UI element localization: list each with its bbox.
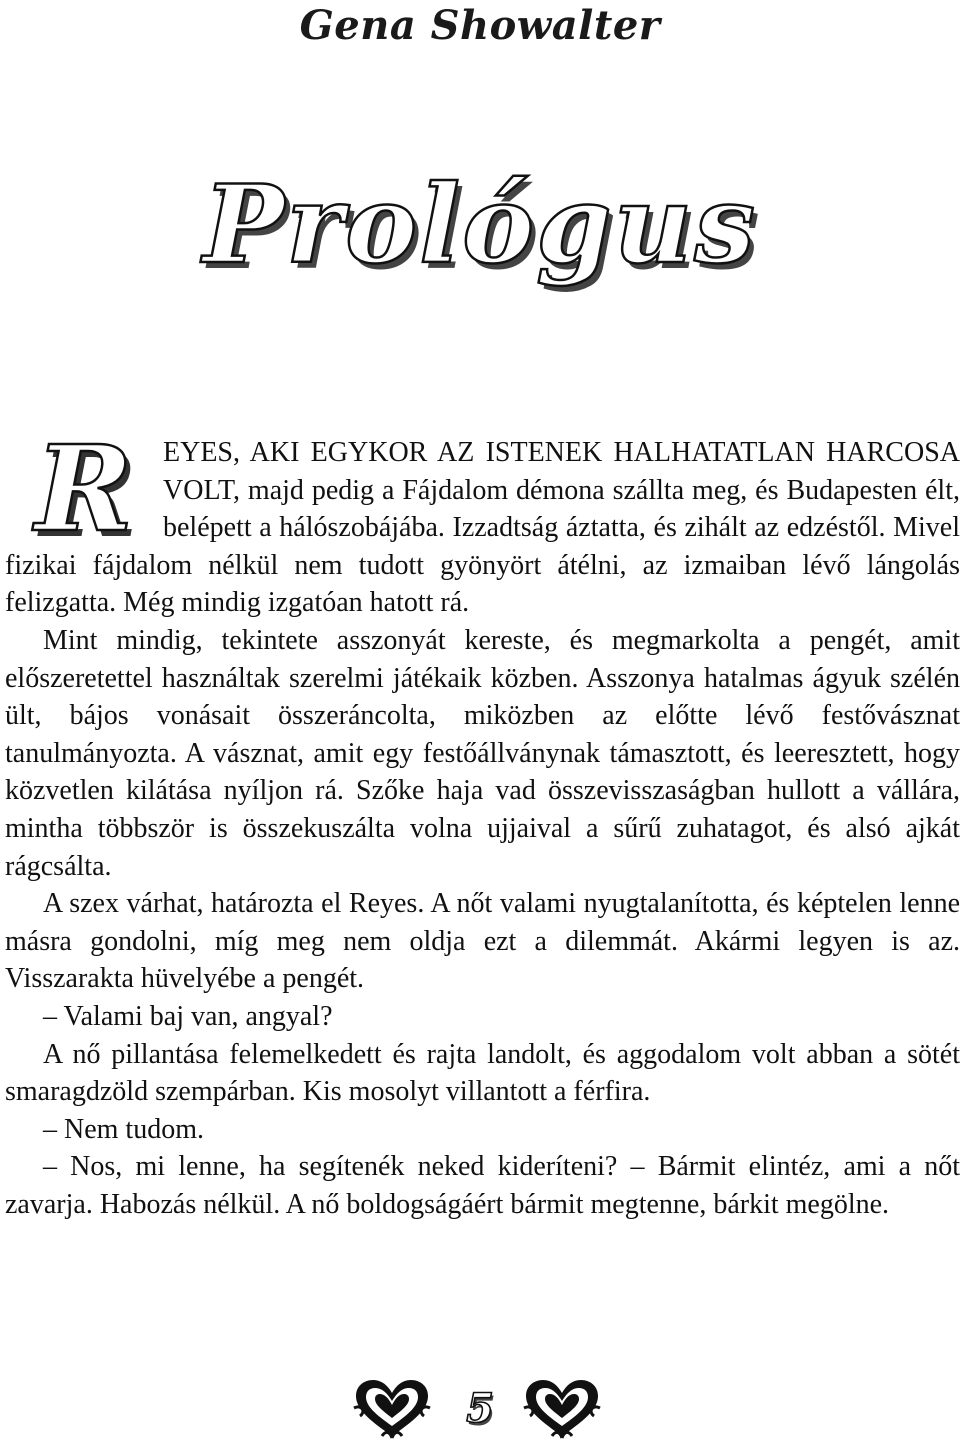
dropcap-box	[5, 419, 163, 558]
dialogue-line-3: – Nos, mi lenne, ha segítenék neked kideríteni? – Bármit elintéz, ami a nőt zavarja. Habozás nélkül. A nő boldogságáért bármit megtenne, bárkit megölne.	[5, 1151, 960, 1220]
paragraph-text: EYES, AKI EGYKOR AZ ISTENEK HALHATATLAN HARCOSA VOLT, majd pedig a Fájdalom démona szállta meg, és Budapesten élt, belépett a hálószobájába. Izzadtság áztatta, és zihált az edzéstől. Mivel fizikai fájdalom nélkül nem tudott gyönyört átélni, az izmaiban lévő lángolás felizgatta. Még mindig izgatóan hatott rá.	[5, 437, 960, 619]
chapter-title: Prológus	[202, 162, 758, 288]
dialogue-line-1: – Valami baj van, angyal?	[43, 1000, 333, 1032]
page-number: 5	[466, 1385, 494, 1432]
paragraph-2: Mint mindig, tekintete asszonyát kereste, és megmarkolta a pengét, amit előszeretettel használtak szerelmi játékaik közben. Asszonya hatalmas ágyuk szélén ült, bájos vonásait összeráncolta, miközben az előtte lévő festővásznat tanulmányozta. A vásznat, amit egy festőállványnak támasztott, és leeresztett, hogy közvetlen kilátása nyíljon rá. Szőke haja vad összevisszaságban hullott a vállára, mintha többször is összekuszálta volna ujjaival a sűrű zuhatagot, és alsó ajkát rágcsálta.	[5, 624, 960, 882]
paragraph-3: A szex várhat, határozta el Reyes. A nőt valami nyugtalanította, és képtelen lenne másra gondolni, míg meg nem oldja ezt a dilemmát. Akármi legyen is az. Visszarakta hüvelyébe a pengét.	[5, 888, 960, 995]
dialogue-line-2: – Nem tudom.	[43, 1113, 204, 1145]
chapter-body	[5, 419, 960, 1223]
paragraph-4: A nő pillantása felemelkedett és rajta landolt, és aggodalom volt abban a sötét smaragdzöld szempárban. Kis mosolyt villantott a férfira.	[5, 1038, 960, 1108]
dropcap-letter: R	[35, 419, 134, 558]
paragraph-1	[5, 419, 960, 622]
author-header: Gena Showalter	[299, 2, 661, 49]
page-footer	[0, 1378, 960, 1442]
tribal-heart-icon	[522, 1378, 602, 1440]
tribal-heart-icon	[352, 1378, 432, 1440]
